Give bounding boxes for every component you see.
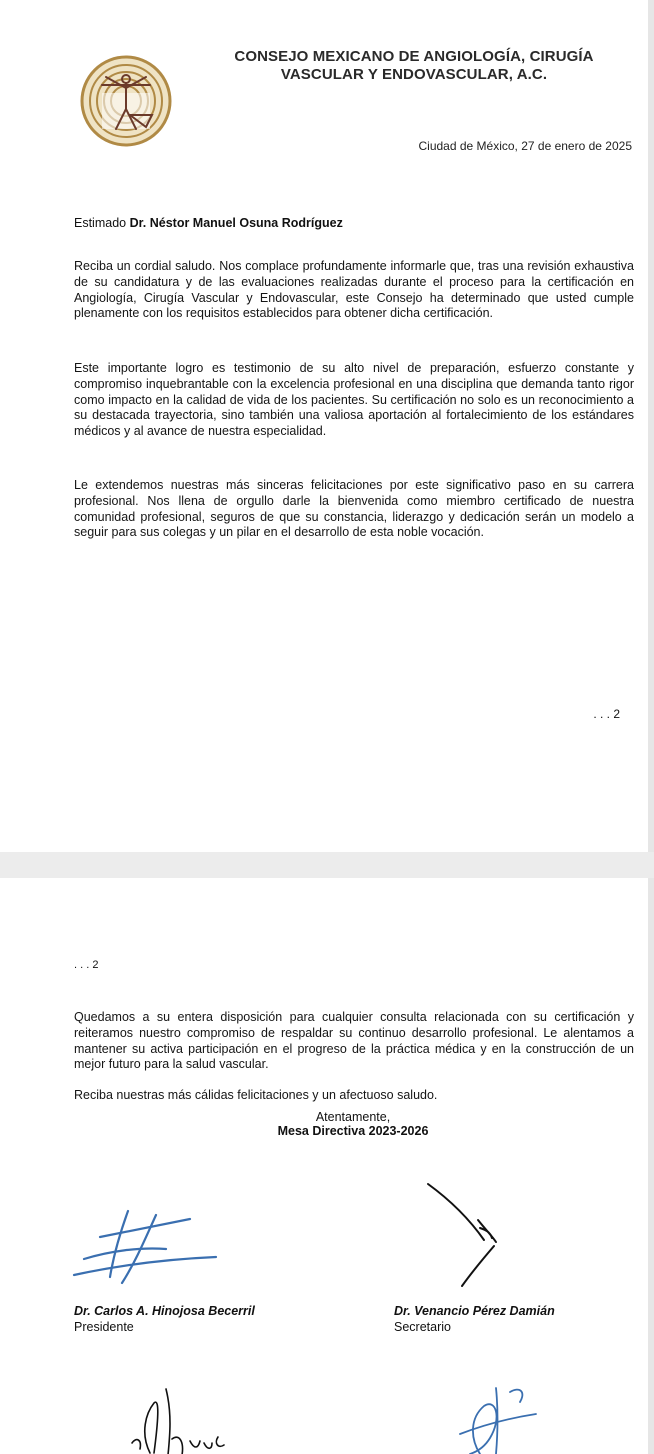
body-paragraph: Quedamos a su entera disposición para cualquier consulta relacionada con su certificación y reiteramos nuestro compromiso de respaldar su continuo desarrollo profesional. Le alentamos a mantener su activa participación en el progreso de la práctica médica y en la construcción de un mejor futuro para la salud vascular.: [74, 1010, 634, 1072]
signature-partial-handwriting-icon: [120, 1383, 230, 1454]
signature-president-icon: [70, 1203, 220, 1288]
vitruvian-seal-logo-icon: [80, 55, 172, 147]
recipient-name: Dr. Néstor Manuel Osuna Rodríguez: [129, 216, 343, 230]
salutation: [74, 216, 343, 230]
body-paragraph: Reciba un cordial saludo. Nos complace profundamente informarle que, tras una revisión exhaustiva de su candidatura y de las evaluaciones realizadas durante el proceso para la certificación en Angiología, Cirugía Vascular y Endovascular, este Consejo ha determinado que usted cumple plenamente con los requisitos establecidos para obtener dicha certificación.: [74, 259, 634, 321]
page-edge: [648, 0, 654, 852]
organization-title: [200, 48, 628, 84]
signatory-role: Secretario: [394, 1320, 451, 1334]
body-paragraph: Este importante logro es testimonio de su alto nivel de preparación, esfuerzo constante y compromiso inquebrantable con la excelencia profesional en una disciplina que demanda tanto rigor como impacto en la calidad de vida de los pacientes. Su certificación no solo es un reconocimiento a su destacada trayectoria, sino también una valiosa aportación al fortalecimiento de los estándares médicos y al avance de nuestra especialidad.: [74, 361, 634, 439]
org-title-line2: VASCULAR Y ENDOVASCULAR, A.C.: [280, 66, 548, 83]
page-continuation-marker: . . . 2: [593, 707, 620, 721]
org-title-line1: CONSEJO MEXICANO DE ANGIOLOGÍA, CIRUGÍA: [234, 48, 594, 65]
closing-salutation: Atentamente,: [315, 1110, 391, 1124]
signatory-name: Dr. Venancio Pérez Damián: [394, 1304, 555, 1318]
signatory-role: Presidente: [74, 1320, 134, 1334]
signatory-name: Dr. Carlos A. Hinojosa Becerril: [74, 1304, 255, 1318]
salutation-greeting: Estimado: [74, 216, 127, 230]
page-edge: [648, 878, 654, 1454]
signature-partial-blue-icon: [440, 1378, 540, 1454]
board-name: Mesa Directiva 2023-2026: [277, 1124, 429, 1138]
body-paragraph: Le extendemos nuestras más sinceras felicitaciones por este significativo paso en su carrera profesional. Nos llena de orgullo darle la bienvenida como miembro certificado de nuestra comunidad profesional, seguros de que su constancia, liderazgo y dedicación serán un modelo a seguir para sus colegas y un pilar en el desarrollo de esta noble vocación.: [74, 478, 634, 540]
letter-page-2: [0, 878, 654, 1454]
signature-secretary-icon: [420, 1180, 510, 1290]
body-paragraph: Reciba nuestras más cálidas felicitaciones y un afectuoso saludo.: [74, 1088, 438, 1102]
letter-date: Ciudad de México, 27 de enero de 2025: [418, 139, 632, 153]
page-number-marker: . . . 2: [74, 959, 99, 971]
